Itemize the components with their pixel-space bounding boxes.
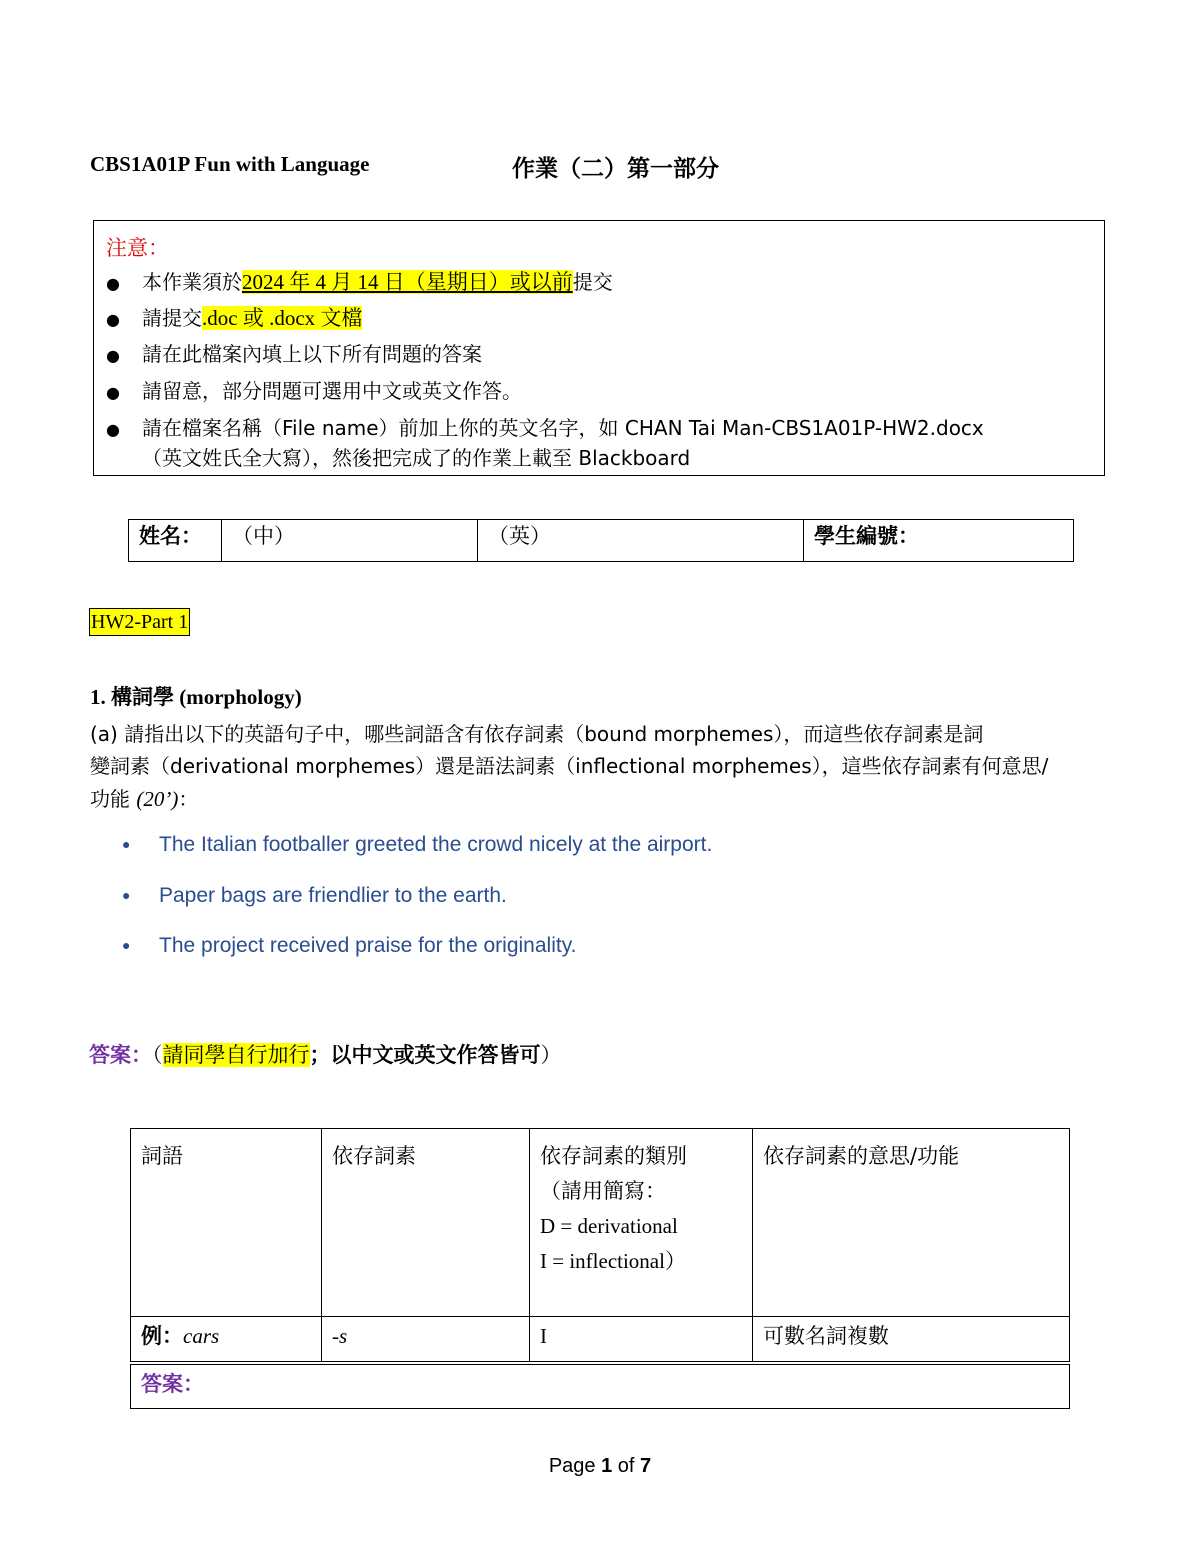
name-label: 姓名： [129,520,222,562]
table-header-row [131,1129,1070,1317]
example-label: 例： [141,1324,183,1348]
notice-text: 請在此檔案內填上以下所有問題的答案 [142,342,482,366]
bullet-icon: ● [122,836,131,852]
question-title [90,681,302,711]
sentence-text: The project received praise for the originality. [159,934,577,957]
deadline-highlight: 2024 年 4 月 14 日（星期日）或以前 [242,270,573,294]
sentence-item [122,833,712,857]
notice-item-filename [106,414,984,444]
question-text-line: 變詞素（derivational morphemes）還是語法詞素（inflectional morphemes），這些依存詞素有何意思/ [90,754,1049,778]
total-pages: 7 [640,1455,652,1477]
example-word-cell [131,1317,322,1363]
table-row [131,1317,1070,1363]
bullet-icon: ● [122,937,131,953]
assignment-title: 作業（二）第一部分 [512,156,719,182]
question-text: ： [178,787,199,811]
part-label: HW2-Part 1 [89,608,190,636]
bullet-icon: ● [106,383,120,402]
sentence-item [122,934,576,958]
question-text: 功能 [90,787,137,811]
notice-text: 請在檔案名稱（File name）前加上你的英文名字，如 CHAN Tai Man-CBS1A01P-HW2.docx [142,416,984,440]
bullet-icon: ● [106,310,120,329]
answer-row[interactable] [131,1363,1070,1409]
bullet-icon: ● [122,887,131,903]
sentence-text: The Italian footballer greeted the crowd nicely at the airport. [159,833,713,856]
page-footer [0,1455,1200,1478]
category-note: I = inflectional） [540,1249,686,1273]
question-marks: (20’) [136,787,179,811]
header-word: 詞語 [131,1129,322,1317]
example-morpheme: -s [322,1317,530,1363]
notice-label: 注意： [106,236,169,260]
current-page: 1 [601,1455,613,1477]
answer-heading [89,1039,562,1069]
bullet-icon: ● [106,420,120,439]
answer-heading-text: （ [152,1043,163,1067]
notice-item-language [106,377,522,407]
notice-text: 本作業須於 [142,270,242,294]
question-text-line: (a) 請指出以下的英語句子中，哪些詞語含有依存詞素（bound morphemes），而這些依存詞素是詞 [90,722,984,746]
example-word: cars [183,1324,220,1348]
answer-label: 答案： [89,1043,152,1067]
course-title: CBS1A01P Fun with Language [90,152,370,176]
of-word: of [617,1455,635,1477]
student-info-table [128,519,1074,562]
answer-heading-text: ；以中文或英文作答皆可 [309,1043,541,1067]
header-category-label: 依存詞素的類別 [540,1144,687,1168]
question-text-line [90,783,198,812]
notice-item-format [106,304,362,334]
format-highlight: .doc 或 .docx 文檔 [202,306,363,330]
page-word: Page [548,1455,596,1477]
bullet-icon: ● [106,346,120,365]
notice-item-deadline [106,268,613,298]
question-title-cjk: 構詞學 [111,685,174,709]
header-category [530,1129,753,1317]
student-id-field[interactable]: 學生編號： [804,520,1074,562]
question-number: 1. [90,685,106,709]
answer-heading-highlight: 請同學自行加行 [162,1043,310,1067]
chinese-name-field[interactable]: （中） [222,520,478,562]
category-note: （請用簡寫： [540,1179,666,1203]
sentence-item [122,884,507,908]
bullet-icon: ● [106,274,120,293]
notice-text: 請提交 [142,306,202,330]
answer-cell[interactable]: 答案： [131,1363,1070,1409]
notice-text: 請留意，部分問題可選用中文或英文作答。 [142,379,522,403]
question-title-en: (morphology) [179,685,302,709]
notice-text: 提交 [572,270,613,294]
category-note: D = derivational [540,1214,678,1238]
answer-table [130,1128,1070,1409]
example-meaning: 可數名詞複數 [753,1317,1070,1363]
english-name-field[interactable]: （英） [478,520,804,562]
header-meaning: 依存詞素的意思/功能 [753,1129,1070,1317]
notice-item-fill [106,340,482,370]
answer-heading-text: ） [540,1043,562,1067]
sentence-text: Paper bags are friendlier to the earth. [159,884,507,907]
notice-item-filename-cont: （英文姓氏全大寫），然後把完成了的作業上載至 Blackboard [142,446,691,470]
header-morpheme: 依存詞素 [322,1129,530,1317]
example-category: I [530,1317,753,1363]
